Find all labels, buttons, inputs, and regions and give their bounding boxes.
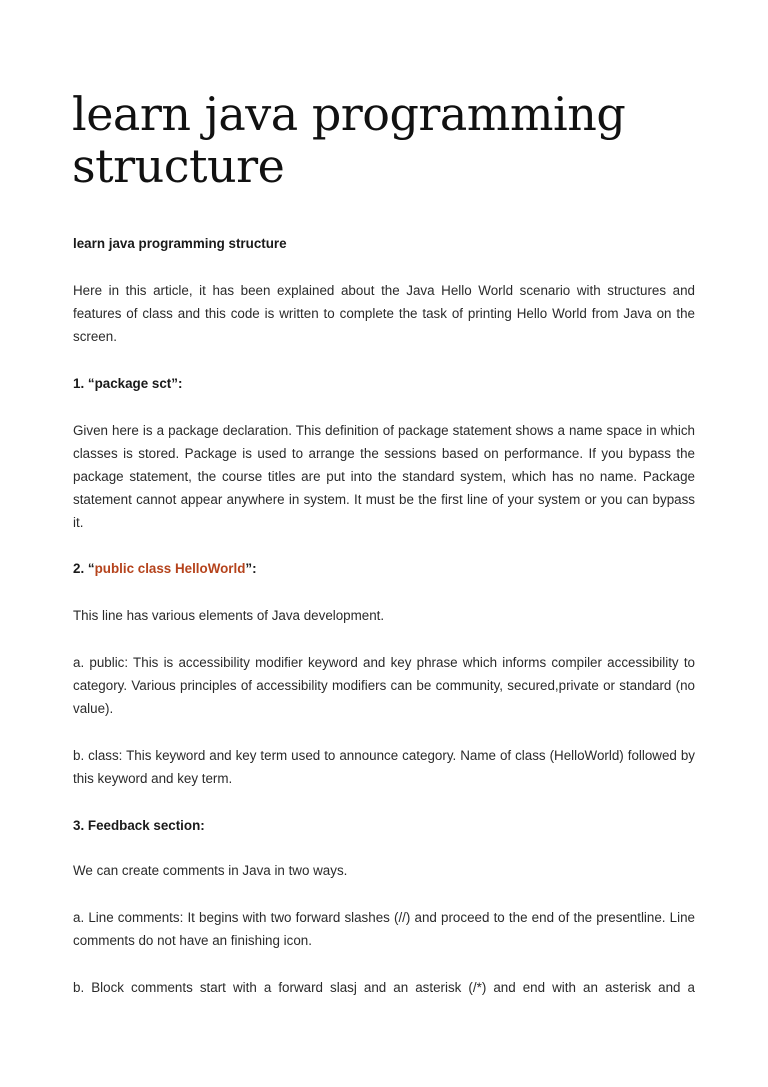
page-title: learn java programming structure (72, 87, 626, 193)
intro-paragraph: Here in this article, it has been explained about the Java Hello World scenario with structures and features of class and this code is written to complete the task of printing Hello World from Java on the screen. (73, 283, 695, 344)
subtitle: learn java programming structure (73, 236, 287, 251)
section-2-heading (73, 557, 695, 580)
heading-suffix: ”: (245, 561, 257, 576)
section-1-heading: 1. “package sct”: (73, 376, 183, 391)
section-2-item-a: a. public: This is accessibility modifier keyword and key phrase which informs compiler accessibility to category. Various principles of accessibility modifiers can be community, secured,private or standard (no value). (73, 655, 695, 716)
section-3-line: We can create comments in Java in two ways. (73, 863, 348, 878)
section-3-item-b: b. Block comments start with a forward slasj and an asterisk (/*) and end with an asterisk and a (73, 980, 695, 995)
section-2-item-b: b. class: This keyword and key term used to announce category. Name of class (HelloWorld) followed by this keyword and key term. (73, 748, 695, 786)
heading-prefix: 2. “ (73, 561, 95, 576)
section-3-heading: 3. Feedback section: (73, 818, 205, 833)
section-2-line: This line has various elements of Java development. (73, 608, 385, 623)
section-1-body: Given here is a package declaration. This definition of package statement shows a name space in which classes is stored. Package is used to arrange the sessions based on performance. If you bypass the package statement, the course titles are put into the standard system, which has no name. Package statement cannot appear anywhere in system. It must be the first line of your system or you can bypass it. (73, 423, 695, 530)
section-3-item-a: a. Line comments: It begins with two forward slashes (//) and proceed to the end of the presentline. Line comments do not have an finishing icon. (73, 910, 695, 948)
public-class-helloworld-link[interactable]: public class HelloWorld (94, 561, 246, 576)
